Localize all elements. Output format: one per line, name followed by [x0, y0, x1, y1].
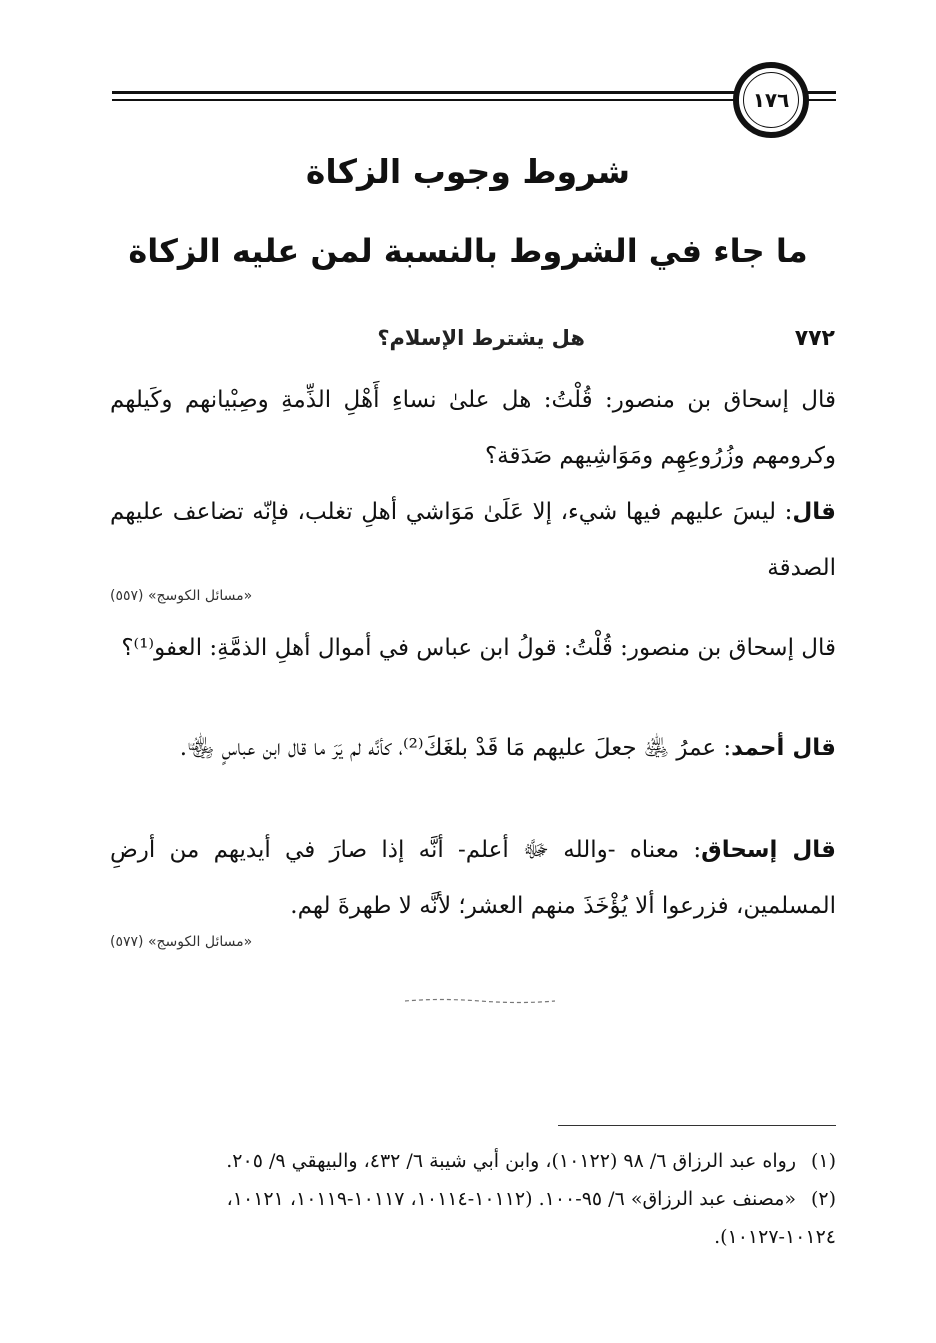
answer-text-ahmad: : عمرُ ﵁ جعلَ عليهم مَا قَدْ بلغَكَ⁽²⁾، كأنَّه لم يَرَ ما قال ابن عباسٍ ﵄.: [179, 735, 732, 761]
speaker-label: قال: [792, 499, 836, 525]
header-rule-tail: [808, 91, 836, 105]
section-title: ما جاء في الشروط بالنسبة لمن عليه الزكاة: [128, 232, 808, 270]
page-number: ١٧٦: [743, 72, 799, 128]
paragraph-answer-ahmad: [110, 720, 836, 776]
source-citation-1: «مسائل الكوسج» (٥٥٧): [110, 588, 253, 604]
speaker-label-ahmad: قال أحمد: [731, 735, 836, 761]
header-rule: [112, 91, 752, 105]
answer-text: : ليسَ عليهم فيها شيء، إلا عَلَىٰ مَوَاشي أهلِ تغلب، فإنّه تضاعف عليهم الصدقة: [110, 499, 836, 581]
answer-text-ishaq: : معناه -والله ﷻ أعلم- أنَّه إذا صارَ في أيديهم من أرضِ المسلمين، فزرعوا ألا يُؤْخَذَ منهم العشر؛ لأنَّه لا طهرةَ لهم.: [110, 837, 836, 919]
paragraph-answer-ishaq: [110, 822, 836, 934]
paragraph-question-2: قال إسحاق بن منصور: قُلْتُ: قولُ ابن عباس في أموال أهلِ الذمَّةِ: العفو⁽¹⁾؟: [121, 635, 836, 661]
footnote-2-text: «مصنف عبد الرزاق» ٦/ ٩٥-١٠٠. (١٠١١٢-١٠١١٤، ١٠١١٧-١٠١١٩، ١٠١٢١، ١٠١٢٤-١٠١٢٧).: [226, 1188, 836, 1248]
page-number-badge: [733, 62, 809, 138]
source-citation-2: «مسائل الكوسج» (٥٧٧): [110, 934, 253, 950]
footnote-2: [110, 1180, 836, 1256]
speaker-label-ishaq: قال إسحاق: [701, 837, 836, 863]
footnote-1-text: رواه عبد الرزاق ٦/ ٩٨ (١٠١٢٢)، وابن أبي شيبة ٦/ ٤٣٢، والبيهقي ٩/ ٢٠٥.: [226, 1150, 796, 1172]
chapter-title: شروط وجوب الزكاة: [305, 152, 631, 191]
footnote-rule: [558, 1125, 836, 1126]
issue-title: هل يشترط الإسلام؟: [377, 326, 585, 350]
issue-number: ٧٧٢: [794, 326, 835, 351]
footnote-1: [110, 1142, 836, 1180]
paragraph-answer-1: [110, 484, 836, 596]
paragraph-question-1: قال إسحاق بن منصور: قُلْتُ: هل علىٰ نساءِ أَهْلِ الذِّمةِ وصِبْيانهم وكَيلهم وكرومهم وزُرُوعِهِم ومَوَاشِيهم صَدَقة؟: [110, 387, 836, 469]
ornament-divider: [400, 998, 560, 1004]
footnote-2-number: (٢): [810, 1188, 836, 1210]
footnote-1-number: (١): [810, 1150, 836, 1172]
